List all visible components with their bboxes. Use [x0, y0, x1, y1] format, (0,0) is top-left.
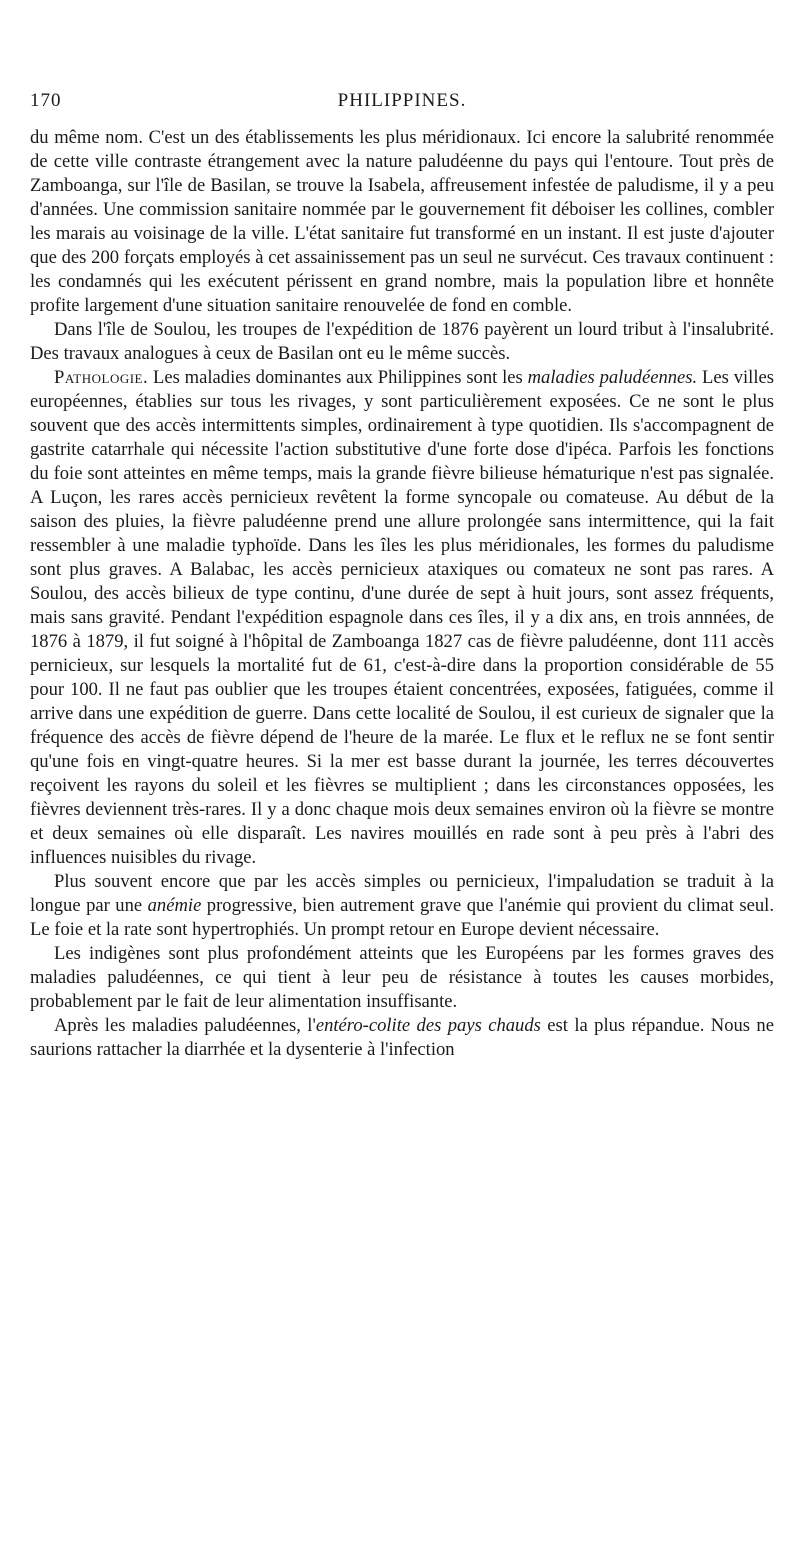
term-anemie: anémie	[147, 895, 202, 916]
term-maladies-paludeennes: maladies paludéennes.	[527, 367, 698, 388]
paragraph-pathologie: Pathologie. Les maladies dominantes aux Philippines sont les maladies paludéennes. Les villes européennes, établies sur tous les rivages, y sont particulièrement exposées. Ce ne sont le plus souvent que des accès intermittents simples, ordinairement à type quotidien. Ils s'accompagnent de gastrite catarrhale qui nécessite l'action substitutive d'une forte dose d'ipéca. Parfois les fonctions du foie sont atteintes en même temps, mais la grande fièvre bilieuse hématurique n'est pas signalée. A Luçon, les rares accès pernicieux revêtent la forme syncopale ou comateuse. Au début de la saison des pluies, la fièvre paludéenne prend une allure prolongée sans intermittence, qui la fait ressembler à une maladie typhoïde. Dans les îles les plus méridionales, les formes du paludisme sont plus graves. A Balabac, les accès pernicieux ataxiques ou comateux ne sont pas rares. A Soulou, des accès bilieux de type continu, d'une durée de sept à huit jours, sont assez fréquents, mais sans gravité. Pendant l'expédition espagnole dans ces îles, il y a dix ans, en trois annnées, de 1876 à 1879, il fut soigné à l'hôpital de Zamboanga 1827 cas de fièvre paludéenne, dont 111 accès pernicieux, sur lesquels la mortalité fut de 61, c'est-à-dire dans la proportion considérable de 55 pour 100. Il ne faut pas oublier que les troupes étaient concentrées, exposées, fatiguées, comme il arrive dans une expédition de guerre. Dans cette localité de Soulou, il est curieux de signaler que la fréquence des accès de fièvre dépend de l'heure de la marée. Le flux et le reflux ne se font sentir qu'une fois en vingt-quatre heures. Si la mer est basse durant la journée, les terres découvertes reçoivent les rayons du soleil et les fièvres se multiplient ; dans les circonstances opposées, les fièvres deviennent très-rares. Il y a donc chaque mois deux semaines environ où la fièvre se montre et deux semaines où elle disparaît. Les navires mouillés en rade sont à peu près à l'abri des influences nuisibles du rivage.	[30, 367, 774, 868]
paragraph-anemie: Plus souvent encore que par les accès simples ou pernicieux, l'impaludation se traduit à la longue par une anémie progressive, bien autrement grave que l'anémie qui provient du climat seul. Le foie et la rate sont hypertrophiés. Un prompt retour en Europe devient nécessaire.	[30, 871, 774, 940]
paragraph-1: du même nom. C'est un des établissements les plus méridionaux. Ici encore la salubrité renommée de cette ville contraste étrangement avec la nature paludéenne du pays qui l'entoure. Tout près de Zamboanga, sur l'île de Basilan, se trouve la Isabela, affreusement infestée de paludisme, il y a peu d'années. Une commission sanitaire nommée par le gouvernement fit déboiser les collines, combler les marais au voisinage de la ville. L'état sanitaire fut transformé en un instant. Il est juste d'ajouter que des 200 forçats employés à cet assainissement pas un seul ne survécut. Ces travaux continuent : les condamnés qui les exécutent périssent en grand nombre, mais la population libre et honnête profite largement d'une situation sanitaire renouvelée de fond en comble.	[30, 127, 774, 316]
running-title: PHILIPPINES.	[337, 90, 467, 111]
book-page	[30, 0, 774, 1553]
body-text	[30, 126, 774, 1062]
section-lead-pathologie: Pathologie.	[54, 367, 149, 388]
page-number: 170	[30, 90, 62, 111]
paragraph-indigenes: Les indigènes sont plus profondément atteints que les Européens par les formes graves des maladies paludéennes, ce qui tient à leur peu de résistance à toutes les causes morbides, probablement par le fait de leur alimentation insuffisante.	[30, 943, 774, 1012]
term-entero-colite: entéro-colite des pays chauds	[315, 1015, 541, 1036]
paragraph-entero-colite: Après les maladies paludéennes, l'entéro-colite des pays chauds est la plus répandue. Nous ne saurions rattacher la diarrhée et la dysenterie à l'infection	[30, 1015, 774, 1060]
running-head	[30, 90, 774, 112]
paragraph-2: Dans l'île de Soulou, les troupes de l'expédition de 1876 payèrent un lourd tribut à l'insalubrité. Des travaux analogues à ceux de Basilan ont eu le même succès.	[30, 319, 774, 364]
